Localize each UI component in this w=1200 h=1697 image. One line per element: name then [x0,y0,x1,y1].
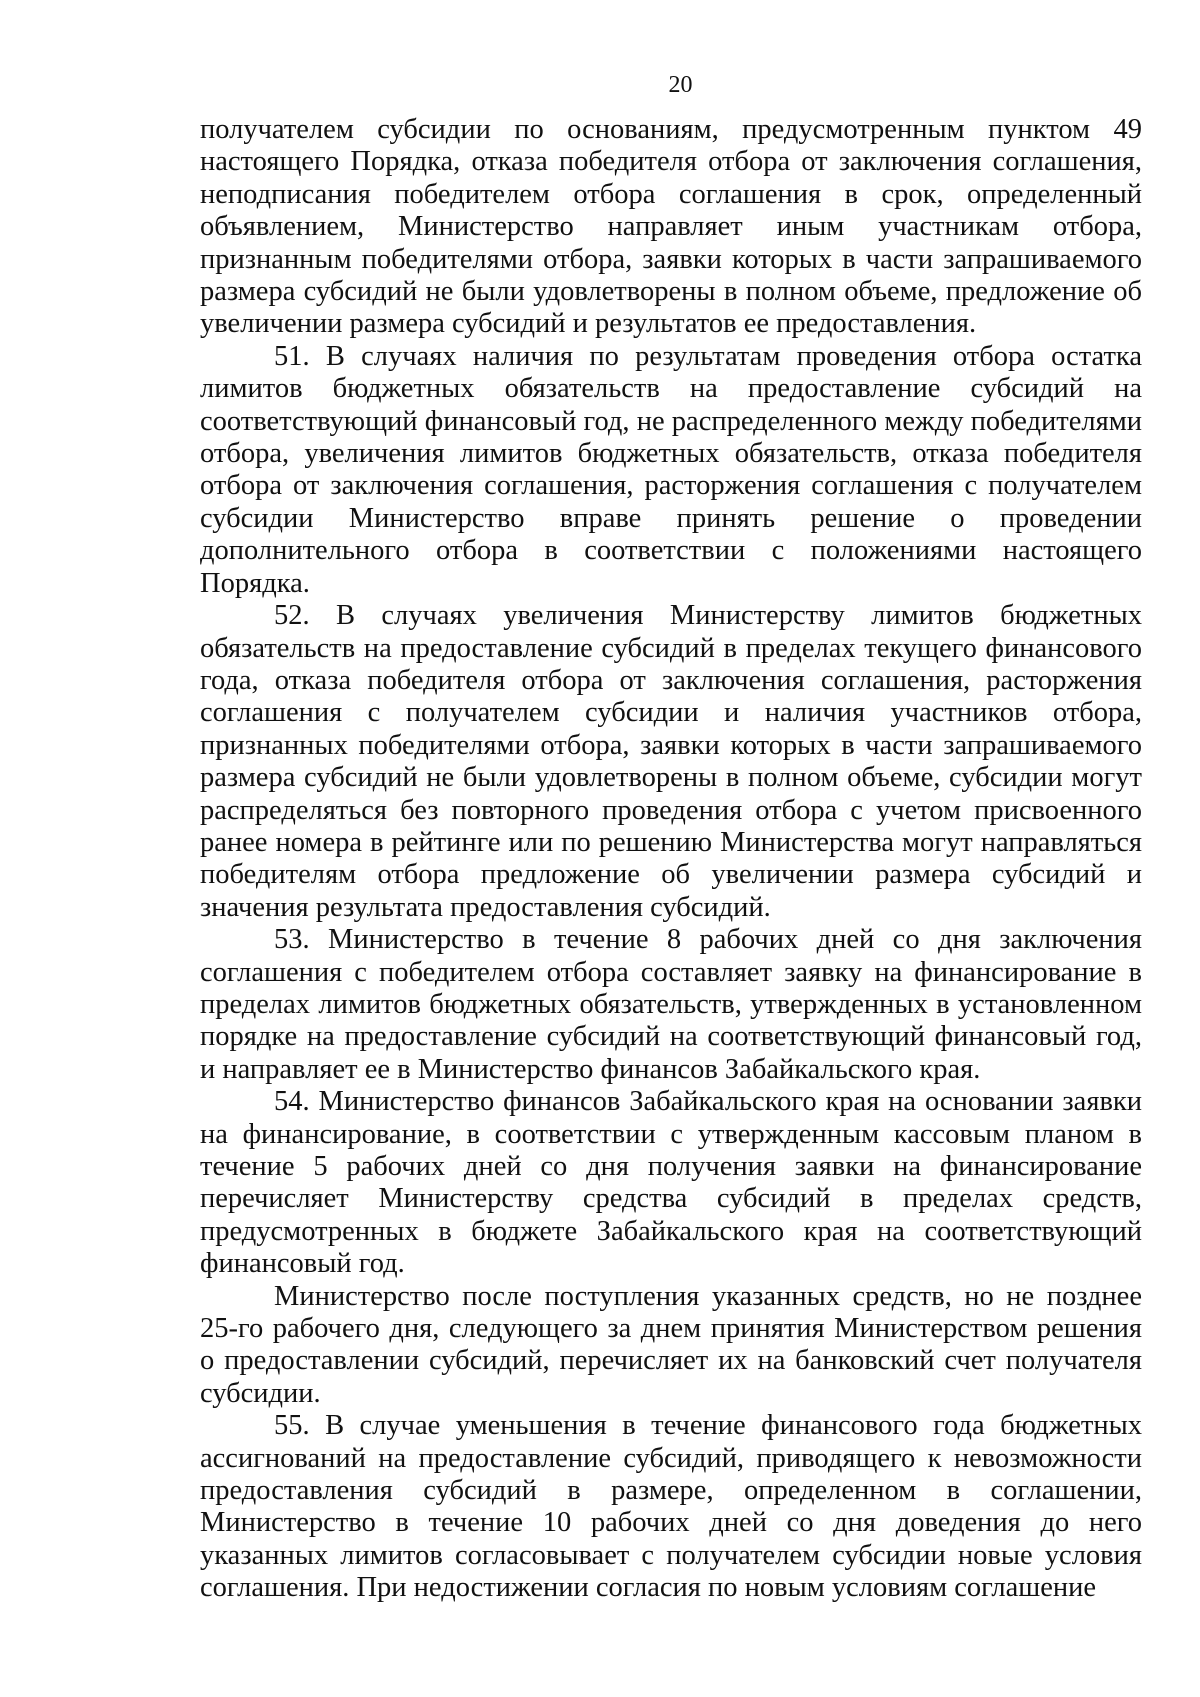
paragraph-53: 53. Министерство в течение 8 рабочих дней со дня заключения соглашения с победителем отбора составляет заявку на финансирование в пределах лимитов бюджетных обязательств, утвержденных в установленном порядке на предоставление субсидий на соответствующий финансовый год, и направляет ее в Министерство финансов Забайкальского края. [200,924,1142,1085]
document-body [200,114,1142,1605]
paragraph-54: 54. Министерство финансов Забайкальского края на основании заявки на финансирование, в соответствии с утвержденным кассовым планом в течение 5 рабочих дней со дня получения заявки на финансирование перечисляет Министерству средства субсидий в пределах средств, предусмотренных в бюджете Забайкальского края на соответствующий финансовый год. [200,1086,1142,1280]
page-number: 20 [668,72,693,98]
paragraph-52: 52. В случаях увеличения Министерству лимитов бюджетных обязательств на предоставление субсидий в пределах текущего финансового года, отказа победителя отбора от заключения соглашения, расторжения соглашения с получателем субсидии и наличия участников отбора, признанных победителями отбора, заявки которых в части запрашиваемого размера субсидий не были удовлетворены в полном объеме, субсидии могут распределяться без повторного проведения отбора с учетом присвоенного ранее номера в рейтинге или по решению Министерства могут направляться победителям отбора предложение об увеличении размера субсидий и значения результата предоставления субсидий. [200,600,1142,923]
paragraph-54-continuation: Министерство после поступления указанных средств, но не позднее 25-го рабочего дня, следующего за днем принятия Министерством решения о предоставлении субсидий, перечисляет их на банковский счет получателя субсидии. [200,1280,1142,1409]
paragraph-51: 51. В случаях наличия по результатам проведения отбора остатка лимитов бюджетных обязательств на предоставление субсидий на соответствующий финансовый год, не распределенного между победителями отбора, увеличения лимитов бюджетных обязательств, отказа победителя отбора от заключения соглашения, расторжения соглашения с получателем субсидии Министерство вправе принять решение о проведении дополнительного отбора в соответствии с положениями настоящего Порядка. [200,340,1142,599]
paragraph-55: 55. В случае уменьшения в течение финансового года бюджетных ассигнований на предоставление субсидий, приводящего к невозможности предоставления субсидий в размере, определенном в соглашении, Министерство в течение 10 рабочих дней со дня доведения до него указанных лимитов согласовывает с получателем субсидии новые условия соглашения. При недостижении согласия по новым условиям соглашение [200,1410,1142,1604]
paragraph-continuation: получателем субсидии по основаниям, предусмотренным пунктом 49 настоящего Порядка, отказа победителя отбора от заключения соглашения, неподписания победителем отбора соглашения в срок, определенный объявлением, Министерство направляет иным участникам отбора, признанным победителями отбора, заявки которых в части запрашиваемого размера субсидий не были удовлетворены в полном объеме, предложение об увеличении размера субсидий и результатов ее предоставления. [200,114,1142,340]
